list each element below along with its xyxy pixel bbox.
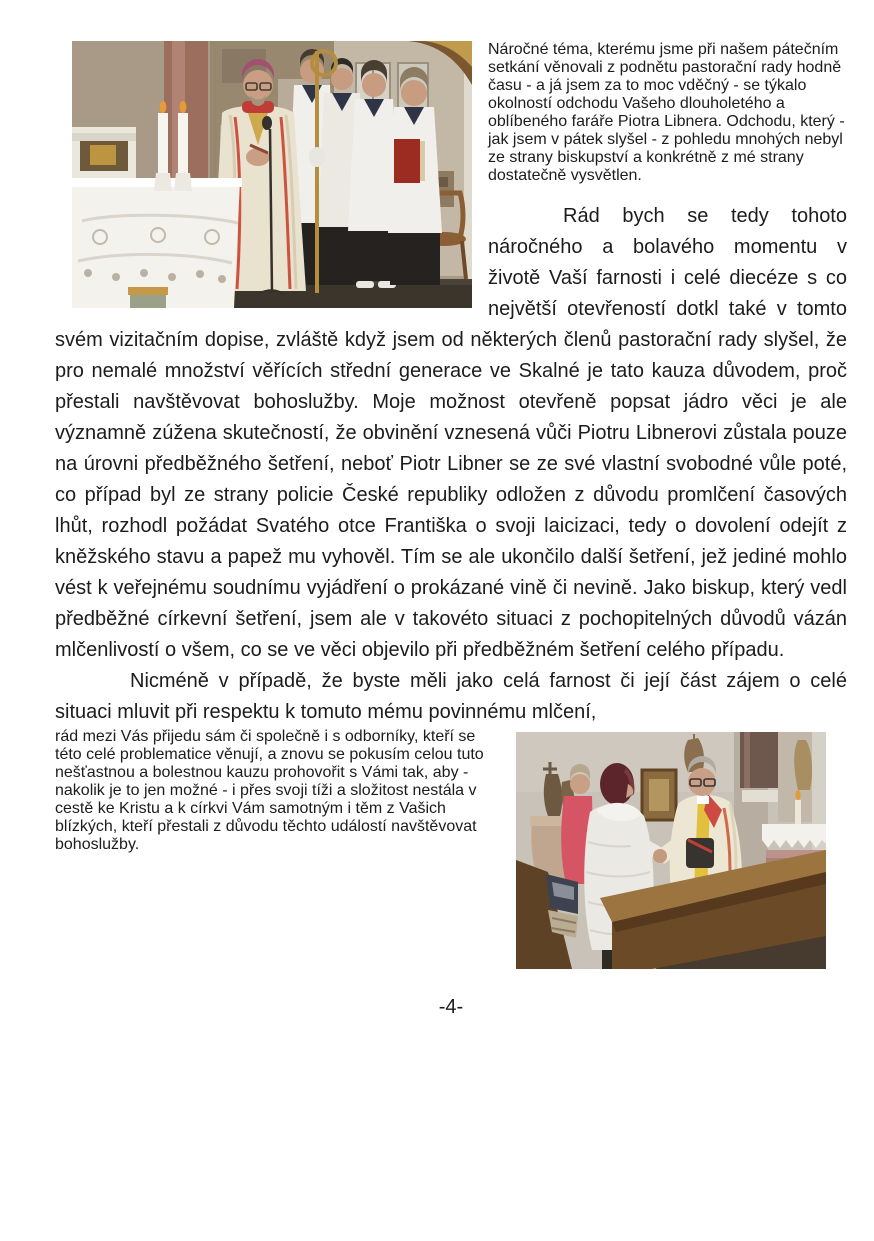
wall-frame (642, 770, 676, 820)
paragraph-1-text: Náročné téma, kterému jsme při našem pátečním setkání věnovali z podnětu pastorační rady hodně času - a já jsem za to moc vděčný - se týkalo okolností odchodu Vašeho dlouholetého a oblíbeného faráře Piotra Libnera. Odchodu, který - jak jsem v pátek slyšel - z pohledu mnohých nebyl ze strany biskupství a konkrétně z mé strany dostatečně vysvětlen. (488, 41, 845, 184)
page-number: -4- (438, 996, 464, 1018)
lectern (72, 127, 136, 179)
photo-bishop-mass (72, 41, 472, 308)
paragraph-3-continued-text: rád mezi Vás přijedu sám či společně i s odborníky, kteří se této celé problematice věnují, a znovu se pokusím celou tuto nešťastnou a bolestnou kauzu prohovořit s Vámi tak, aby - nakolik je to jen možné - i přes svoji tíži a složitost nestála v cestě ke Kristu a k církvi Vám samotným i těm z Vašich blízkých, kteří přestali z důvodu těchto událostí navštěvovat bohoslužby. (55, 728, 484, 853)
paragraph-2: Rád bych se tedy tohoto náročného a bolavého momentu v životě Vaší farnosti i celé diecéze s co největší otevřeností dotkl také v tomto svém vizitačním dopise, zvláště když jsem od některých členů pastorační rady slyšel, že pro nemalé množství věřících střední generace ve Skalné je tato kauza důvodem, proč přestali navštěvovat bohoslužby. Moje možnost otevřeně popsat jádro věci je ale významně zúžena skutečností, že obvinění vznesená vůči Piotru Libnerovi zůstala pouze na úrovni předběžného šetření, neboť Piotr Libner se ze své vlastní svobodné vůle poté, co případ byl ze strany policie České republiky odložen z důvodu promlčení časových lhůt, rozhodl požádat Svatého otce Františka o svoji laicizaci, tedy o dovolení odejít z kněžského stavu a papež mu vyhověl. Tím se ale ukončilo další šetření, jež jediné mohlo vést k veřejnému soudnímu vyjádření o prokázané vině či nevině. Jako biskup, který vedl předběžné církevní šetření, jsem ale v takovéto situaci z pochopitelných důvodů vázán mlčenlivostí o všem, co se ve věci objevilo při předběžném šetření celého případu. (55, 205, 847, 661)
altar (72, 178, 242, 308)
paragraph-3-intro: Nicméně v případě, že byste měli jako celá farnost či její část zájem o celé situaci mluvit při respektu k tomuto mému povinnému mlčení, (55, 670, 847, 723)
photo-bishop-handshake (516, 732, 826, 969)
red-book (394, 139, 425, 183)
photo-bishop-mass-graphic (72, 41, 472, 308)
photo-bishop-handshake-graphic (516, 732, 826, 969)
